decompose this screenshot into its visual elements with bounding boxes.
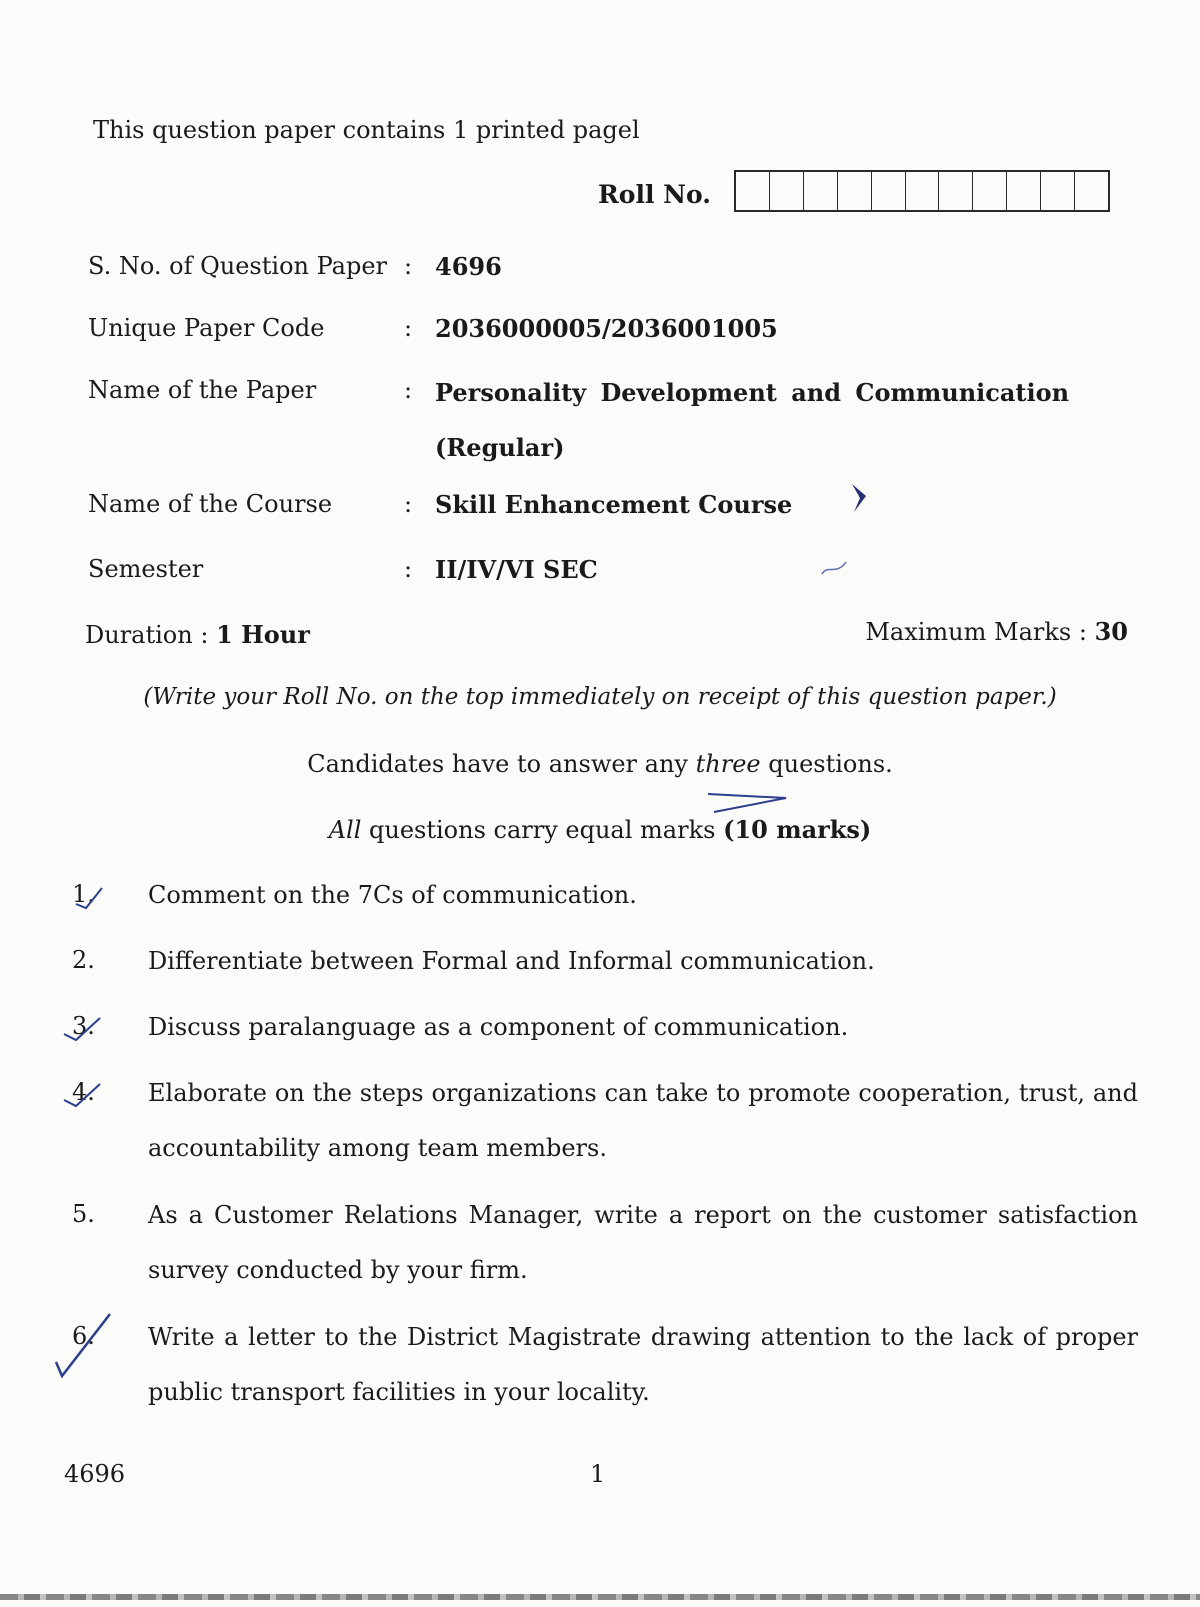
roll-digit-box: [804, 172, 838, 210]
duration: [85, 620, 310, 649]
serial-number-label: S. No. of Question Paper: [88, 252, 388, 280]
colon: :: [404, 314, 413, 342]
maximum-marks: [865, 617, 1128, 646]
question-number: 6.: [72, 1322, 95, 1350]
paper-code-label: Unique Paper Code: [88, 314, 325, 342]
marks-instruction: [0, 815, 1200, 844]
course-label: Name of the Course: [88, 490, 333, 518]
roll-digit-box: [906, 172, 940, 210]
tick-mark-icon: [60, 1080, 104, 1110]
candidates-text-end: questions.: [768, 750, 893, 778]
scan-edge: [0, 1594, 1200, 1600]
marks-value: (10 marks): [723, 815, 872, 844]
roll-number-instruction: (Write your Roll No. on the top immediately on receipt of this question paper.): [143, 684, 1057, 710]
roll-number-boxes: [734, 170, 1110, 212]
question-number: 1.: [72, 880, 95, 908]
question-number: 5.: [72, 1200, 95, 1228]
roll-digit-box: [973, 172, 1007, 210]
roll-digit-box: [872, 172, 906, 210]
tick-mark-icon: [48, 1310, 118, 1380]
question-text: Differentiate between Formal and Informal communication.: [148, 947, 875, 975]
printed-page-note: This question paper contains 1 printed pagel: [93, 116, 640, 144]
roll-digit-box: [1007, 172, 1041, 210]
duration-label: Duration :: [85, 621, 209, 649]
duration-value: 1 Hour: [216, 620, 310, 649]
course-value: Skill Enhancement Course: [435, 490, 793, 519]
roll-digit-box: [838, 172, 872, 210]
roll-digit-box: [939, 172, 973, 210]
question-text: Elaborate on the steps organizations can take to promote cooperation, trust, and accountability among team members.: [148, 1079, 1138, 1162]
paper-name-value: Personality Development and Communication (Regular): [435, 378, 1070, 462]
semester-label: Semester: [88, 555, 204, 583]
pen-scribble-icon: [818, 556, 852, 580]
question-number: 4.: [72, 1078, 95, 1106]
semester-value: II/IV/VI SEC: [435, 555, 598, 584]
max-marks-label: Maximum Marks :: [865, 618, 1087, 646]
colon: :: [404, 555, 413, 583]
roll-digit-box: [1075, 172, 1108, 210]
answer-count-instruction: [0, 750, 1200, 778]
paper-name-label: Name of the Paper: [88, 376, 317, 404]
paper-code-value: 2036000005/2036001005: [435, 314, 778, 343]
roll-digit-box: [1041, 172, 1075, 210]
colon: :: [404, 252, 413, 280]
roll-digit-box: [770, 172, 804, 210]
max-marks-value: 30: [1094, 617, 1128, 646]
question-text: As a Customer Relations Manager, write a report on the customer satisfaction survey conducted by your firm.: [148, 1201, 1138, 1284]
serial-number-value: 4696: [435, 252, 502, 281]
question-text: Write a letter to the District Magistrate drawing attention to the lack of proper public transport facilities in your locality.: [148, 1323, 1138, 1406]
colon: :: [404, 376, 413, 404]
roll-number-label: Roll No.: [598, 180, 711, 209]
colon: :: [404, 490, 413, 518]
page-number: 1: [590, 1460, 606, 1488]
question-text: Discuss paralanguage as a component of communication.: [148, 1013, 849, 1041]
roll-digit-box: [736, 172, 770, 210]
tick-mark-icon: [72, 884, 106, 912]
pen-underline-icon: [700, 788, 800, 816]
candidates-count: three: [695, 750, 761, 778]
question-number: 3.: [72, 1012, 95, 1040]
marks-text: questions carry equal marks: [369, 816, 716, 844]
question-text: Comment on the 7Cs of communication.: [148, 881, 637, 909]
marks-all: All: [328, 816, 362, 844]
pen-mark-icon: [840, 478, 880, 518]
question-number: 2.: [72, 946, 95, 974]
candidates-text-start: Candidates have to answer any: [307, 750, 688, 778]
footer-paper-code: 4696: [64, 1460, 126, 1488]
tick-mark-icon: [60, 1014, 104, 1044]
